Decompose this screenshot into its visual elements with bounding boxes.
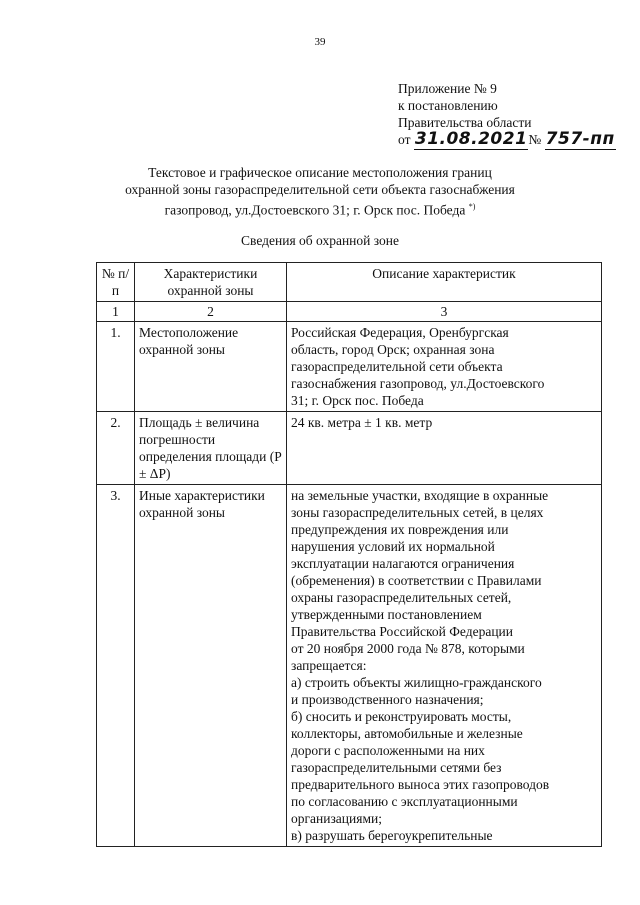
description-line: организациями; (291, 811, 382, 826)
section-heading: Сведения об охранной зоне (241, 233, 399, 248)
description-line: по согласованию с эксплуатационными (291, 794, 518, 809)
appendix-line-3: Правительства области (398, 115, 532, 130)
description-line: газораспределительной сети объекта (291, 359, 503, 374)
column-number: 1 (97, 302, 135, 322)
description-line: запрещается: (291, 658, 367, 673)
table-header-row (97, 263, 602, 302)
description-line: Российская Федерация, Оренбургская (291, 325, 509, 340)
title-line-2: охранной зоны газораспределительной сети объекта газоснабжения (125, 182, 515, 197)
title-line-1: Текстовое и графическое описание местоположения границ (148, 165, 492, 180)
description-line: в) разрушать берегоукрепительные (291, 828, 493, 843)
header-num: № п/п (97, 263, 135, 302)
description-line: Правительства Российской Федерации (291, 624, 513, 639)
handwritten-number: 757-пп (545, 129, 615, 149)
column-number-row (97, 302, 602, 322)
column-number: 2 (135, 302, 287, 322)
appendix-line-2: к постановлению (398, 98, 498, 113)
row-description (287, 412, 602, 485)
document-title (60, 164, 580, 219)
description-line: зоны газораспределительных сетей, в целях (291, 505, 544, 520)
row-number: 2. (97, 412, 135, 485)
appendix-date-line (398, 131, 616, 148)
footnote-mark: *) (468, 202, 476, 211)
description-line: 31; г. Орск пос. Победа (291, 393, 424, 408)
appendix-block (398, 80, 616, 148)
appendix-line-1: Приложение № 9 (398, 81, 497, 96)
number-sign: № (528, 132, 542, 147)
description-line: предупреждения их повреждения или (291, 522, 509, 537)
row-name: Местоположение охранной зоны (135, 322, 287, 412)
protection-zone-table (96, 262, 602, 847)
description-line: эксплуатации налагаются ограничения (291, 556, 515, 571)
header-characteristics: Характеристики охранной зоны (135, 263, 287, 302)
row-name: Иные характеристики охранной зоны (135, 485, 287, 847)
description-line: газоснабжения газопровод, ул.Достоевского (291, 376, 545, 391)
description-line: коллекторы, автомобильные и железные (291, 726, 523, 741)
title-line-3-wrap (60, 198, 580, 219)
description-line: на земельные участки, входящие в охранные (291, 488, 549, 503)
description-line: область, город Орск; охранная зона (291, 342, 495, 357)
table-row (97, 485, 602, 847)
description-line: а) строить объекты жилищно-гражданского (291, 675, 542, 690)
table-row (97, 322, 602, 412)
header-description: Описание характеристик (287, 263, 602, 302)
description-line: от 20 ноября 2000 года № 878, которыми (291, 641, 525, 656)
title-line-3: газопровод, ул.Достоевского 31; г. Орск пос. Победа (164, 202, 466, 218)
description-line: газораспределительными сетями без (291, 760, 502, 775)
description-line: утвержденными постановлением (291, 607, 482, 622)
row-description (287, 322, 602, 412)
row-description (287, 485, 602, 847)
column-number: 3 (287, 302, 602, 322)
description-line: (обременения) в соответствии с Правилами (291, 573, 542, 588)
description-line: предварительного выноса этих газопроводов (291, 777, 550, 792)
row-number: 3. (97, 485, 135, 847)
handwritten-date: 31.08.2021 (414, 129, 528, 149)
row-name: Площадь ± величина погрешности определения площади (P ± ΔP) (135, 412, 287, 485)
description-line: нарушения условий их нормальной (291, 539, 495, 554)
description-line: дороги с расположенными на них (291, 743, 485, 758)
row-number: 1. (97, 322, 135, 412)
description-line: 24 кв. метра ± 1 кв. метр (291, 415, 433, 430)
table-row (97, 412, 602, 485)
description-line: охраны газораспределительных сетей, (291, 590, 512, 605)
page-number: 39 (314, 36, 326, 48)
description-line: б) сносить и реконструировать мосты, (291, 709, 512, 724)
from-prefix: от (398, 132, 411, 147)
description-line: и производственного назначения; (291, 692, 484, 707)
